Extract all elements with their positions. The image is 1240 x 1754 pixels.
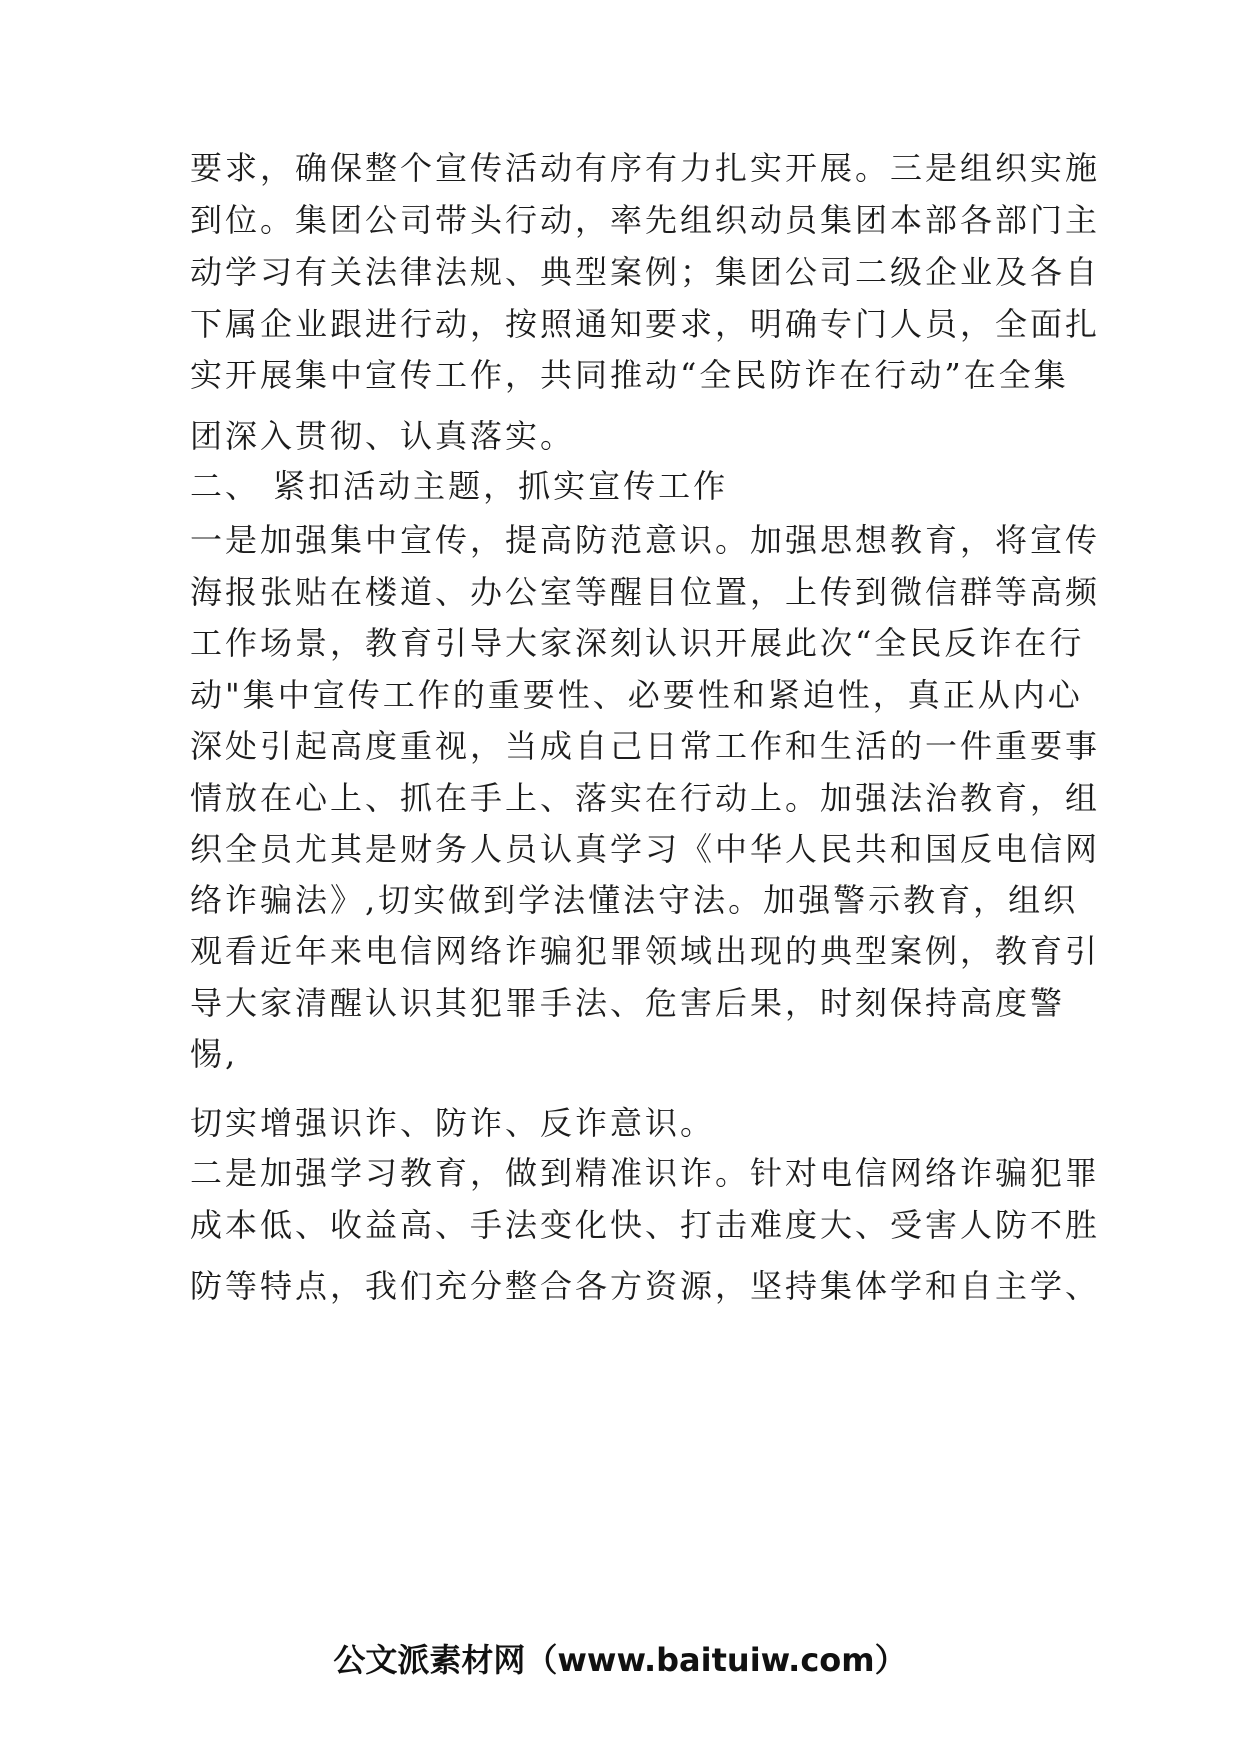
text-line: 织全员尤其是财务人员认真学习《中华人民共和国反电信网 — [190, 830, 1101, 868]
text-line: 导大家清醒认识其犯罪手法、危害后果，时刻保持高度警 — [190, 984, 1066, 1022]
text-line: 到位。集团公司带头行动，率先组织动员集团本部各部门主 — [190, 201, 1101, 239]
text-line: 络诈骗法》,切实做到学法懂法守法。加强警示教育，组织 — [190, 881, 1079, 919]
text-line: 工作场景，教育引导大家深刻认识开展此次“全民反诈在行 — [190, 624, 1085, 662]
text-line: 情放在心上、抓在手上、落实在行动上。加强法治教育，组 — [190, 779, 1101, 817]
text-line: 要求，确保整个宣传活动有序有力扎实开展。三是组织实施 — [190, 149, 1101, 187]
text-line: 一是加强集中宣传，提高防范意识。加强思想教育，将宣传 — [190, 521, 1101, 559]
text-line: 防等特点，我们充分整合各方资源，坚持集体学和自主学、 — [190, 1267, 1101, 1305]
text-line: 二是加强学习教育，做到精准识诈。针对电信网络诈骗犯罪 — [190, 1154, 1101, 1192]
text-line: 成本低、收益高、手法变化快、打击难度大、受害人防不胜 — [190, 1206, 1101, 1244]
text-line: 下属企业跟进行动，按照通知要求，明确专门人员，全面扎 — [190, 305, 1101, 343]
text-line: 动学习有关法律法规、典型案例；集团公司二级企业及各自 — [190, 253, 1101, 291]
text-line: 观看近年来电信网络诈骗犯罪领域出现的典型案例，教育引 — [190, 932, 1101, 970]
text-line: 实开展集中宣传工作，共同推动“全民防诈在行动”在全集 — [190, 356, 1069, 394]
text-line: 惕, — [190, 1035, 239, 1073]
text-line: 海报张贴在楼道、办公室等醒目位置，上传到微信群等高频 — [190, 573, 1101, 611]
text-line: 深处引起高度重视，当成自己日常工作和生活的一件重要事 — [190, 727, 1101, 765]
text-line: 团深入贯彻、认真落实。 — [190, 417, 576, 455]
section-heading: 二、 紧扣活动主题，抓实宣传工作 — [190, 467, 729, 505]
text-line: 切实增强识诈、防诈、反诈意识。 — [190, 1104, 716, 1142]
text-line: 动"集中宣传工作的重要性、必要性和紧迫性，真正从内心 — [190, 676, 1083, 714]
footer-watermark: 公文派素材网（www.baituiw.com） — [333, 1641, 907, 1679]
